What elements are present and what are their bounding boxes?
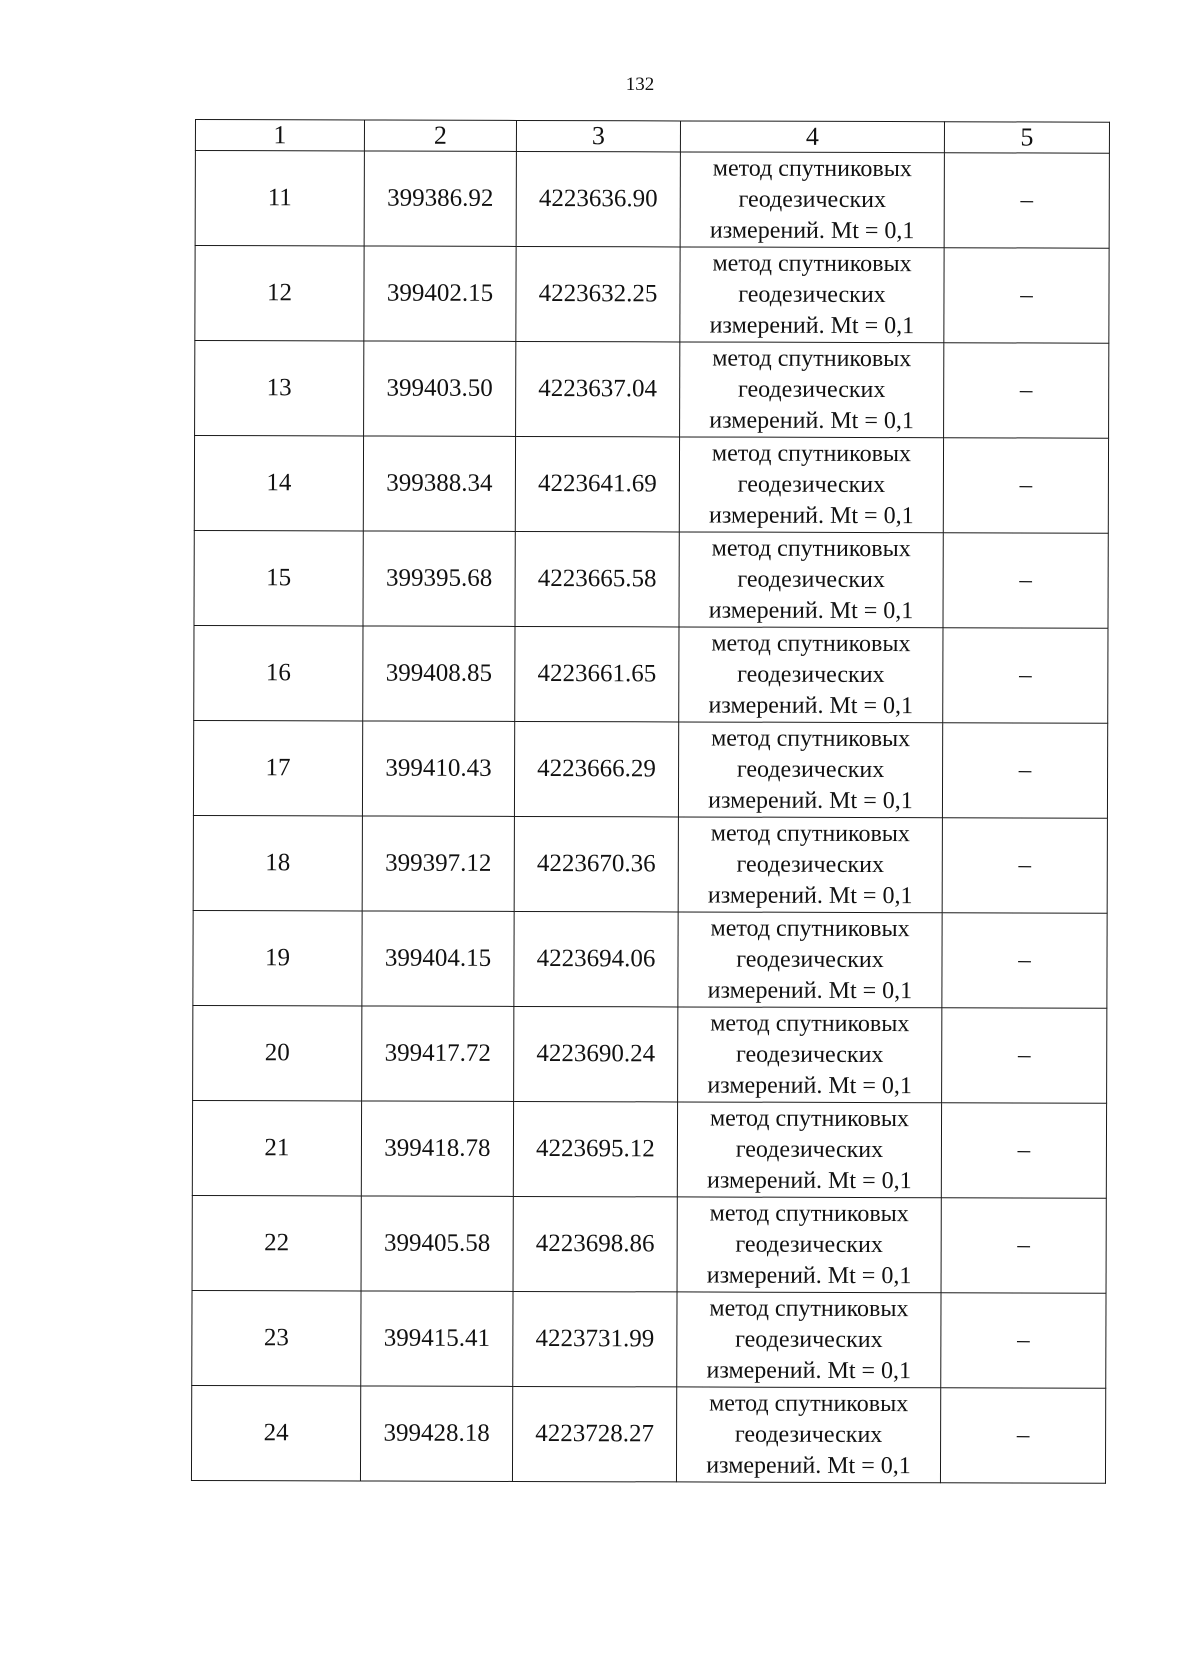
method-line: геодезических xyxy=(735,1231,883,1258)
method-line: метод спутниковых xyxy=(711,630,911,657)
point-number-cell: 17 xyxy=(193,720,362,816)
method-line: геодезических xyxy=(737,661,885,688)
method-line: измерений. Mt = 0,1 xyxy=(707,1167,912,1194)
table-header xyxy=(195,120,1109,154)
method-line: измерений. Mt = 0,1 xyxy=(707,1072,912,1099)
point-number-cell: 19 xyxy=(193,910,362,1006)
method-line: измерений. Mt = 0,1 xyxy=(707,977,913,1004)
method-cell xyxy=(677,1197,941,1293)
coordinate-x-cell: 399415.41 xyxy=(361,1291,513,1386)
note-cell: – xyxy=(943,628,1108,723)
table-row xyxy=(192,1195,1106,1293)
coordinate-y-cell: 4223694.06 xyxy=(514,911,678,1006)
table-row xyxy=(194,436,1108,534)
column-header: 3 xyxy=(516,120,680,151)
method-cell xyxy=(679,437,943,533)
note-cell: – xyxy=(944,153,1109,248)
method-cell xyxy=(678,1007,942,1103)
method-cell xyxy=(679,532,943,628)
method-line: измерений. Mt = 0,1 xyxy=(709,217,915,244)
table-row xyxy=(193,815,1107,913)
coordinate-x-cell: 399410.43 xyxy=(362,721,514,816)
method-line: метод спутниковых xyxy=(712,345,912,372)
method-line: геодезических xyxy=(736,946,884,973)
method-cell xyxy=(679,627,943,723)
note-cell: – xyxy=(944,248,1109,343)
column-header: 5 xyxy=(944,122,1109,153)
coordinates-table xyxy=(191,119,1110,1484)
method-line: метод спутниковых xyxy=(709,1390,909,1417)
coordinate-y-cell: 4223632.25 xyxy=(516,246,680,341)
method-line: метод спутниковых xyxy=(709,1200,909,1227)
method-cell xyxy=(677,1292,941,1388)
method-line: геодезических xyxy=(736,851,885,878)
coordinate-x-cell: 399388.34 xyxy=(363,436,515,531)
method-line: геодезических xyxy=(737,566,885,593)
coordinate-y-cell: 4223636.90 xyxy=(516,151,680,246)
method-cell xyxy=(677,1102,941,1198)
point-number-cell: 18 xyxy=(193,815,362,911)
method-line: измерений. Mt = 0,1 xyxy=(709,502,914,529)
method-line: измерений. Mt = 0,1 xyxy=(708,787,913,814)
coordinate-x-cell: 399405.58 xyxy=(361,1196,513,1291)
method-cell xyxy=(676,1387,940,1483)
point-number-cell: 13 xyxy=(195,341,364,437)
method-line: измерений. Mt = 0,1 xyxy=(709,312,915,339)
header-row xyxy=(195,120,1109,154)
method-line: геодезических xyxy=(735,1326,883,1353)
method-line: геодезических xyxy=(736,756,885,783)
point-number-cell: 11 xyxy=(195,151,364,247)
coordinate-y-cell: 4223670.36 xyxy=(514,816,678,911)
table-row xyxy=(191,1385,1105,1483)
coordinate-y-cell: 4223698.86 xyxy=(513,1196,677,1291)
note-cell: – xyxy=(942,818,1107,913)
page-number: 132 xyxy=(625,74,655,95)
note-cell: – xyxy=(941,1293,1106,1388)
method-cell xyxy=(678,817,942,913)
method-line: измерений. Mt = 0,1 xyxy=(707,882,913,909)
method-line: метод спутниковых xyxy=(709,1295,909,1322)
table-row xyxy=(193,720,1107,818)
method-line: геодезических xyxy=(737,471,886,498)
column-header: 1 xyxy=(195,120,364,152)
method-line: измерений. Mt = 0,1 xyxy=(709,407,914,434)
table-row xyxy=(194,625,1108,723)
coordinate-x-cell: 399428.18 xyxy=(360,1386,512,1481)
method-line: геодезических xyxy=(738,281,886,308)
method-cell xyxy=(680,342,944,438)
point-number-cell: 23 xyxy=(192,1290,361,1386)
point-number-cell: 16 xyxy=(194,625,363,721)
coordinate-y-cell: 4223690.24 xyxy=(514,1006,678,1101)
coordinate-x-cell: 399408.85 xyxy=(363,626,515,721)
coordinate-y-cell: 4223637.04 xyxy=(516,341,680,436)
method-line: геодезических xyxy=(734,1421,883,1448)
point-number-cell: 20 xyxy=(193,1005,362,1101)
table-row xyxy=(195,341,1109,439)
method-line: метод спутниковых xyxy=(710,1010,910,1037)
method-cell xyxy=(678,722,942,818)
method-line: измерений. Mt = 0,1 xyxy=(706,1357,912,1384)
method-cell xyxy=(680,247,944,343)
coordinate-y-cell: 4223666.29 xyxy=(514,721,678,816)
note-cell: – xyxy=(941,1198,1106,1293)
note-cell: – xyxy=(942,1008,1107,1103)
coordinate-y-cell: 4223731.99 xyxy=(513,1291,677,1386)
table-row xyxy=(194,530,1108,628)
coordinate-x-cell: 399397.12 xyxy=(362,816,514,911)
table-row xyxy=(195,246,1109,344)
method-line: геодезических xyxy=(735,1136,884,1163)
coordinate-y-cell: 4223695.12 xyxy=(513,1101,677,1196)
method-line: метод спутниковых xyxy=(711,725,911,752)
table-row xyxy=(193,910,1107,1008)
point-number-cell: 21 xyxy=(192,1100,361,1196)
table-row xyxy=(192,1290,1106,1388)
column-header: 2 xyxy=(364,120,516,151)
column-header: 4 xyxy=(680,121,944,153)
coordinate-x-cell: 399386.92 xyxy=(364,151,516,246)
method-line: геодезических xyxy=(735,1041,884,1068)
table-row xyxy=(193,1005,1107,1103)
note-cell: – xyxy=(942,913,1107,1008)
coordinate-y-cell: 4223728.27 xyxy=(512,1386,676,1481)
note-cell: – xyxy=(943,438,1108,533)
method-line: геодезических xyxy=(737,376,886,403)
note-cell: – xyxy=(941,1103,1106,1198)
note-cell: – xyxy=(943,533,1108,628)
point-number-cell: 15 xyxy=(194,530,363,626)
note-cell: – xyxy=(944,343,1109,438)
note-cell: – xyxy=(942,723,1107,818)
method-line: геодезических xyxy=(738,186,887,213)
coordinate-x-cell: 399418.78 xyxy=(361,1101,513,1196)
coordinate-x-cell: 399395.68 xyxy=(363,531,515,626)
method-line: метод спутниковых xyxy=(710,915,910,942)
coordinate-x-cell: 399402.15 xyxy=(364,246,516,341)
coordinate-y-cell: 4223661.65 xyxy=(515,626,679,721)
note-cell: – xyxy=(940,1388,1105,1483)
table-body xyxy=(191,151,1109,1484)
point-number-cell: 14 xyxy=(194,436,363,532)
method-line: метод спутниковых xyxy=(709,1105,910,1132)
point-number-cell: 12 xyxy=(195,246,364,342)
method-line: измерений. Mt = 0,1 xyxy=(706,1262,912,1289)
coordinate-x-cell: 399417.72 xyxy=(362,1006,514,1101)
table-row xyxy=(195,151,1109,249)
coordinate-y-cell: 4223641.69 xyxy=(515,436,679,531)
coordinate-x-cell: 399404.15 xyxy=(362,911,514,1006)
point-number-cell: 24 xyxy=(191,1385,360,1481)
method-line: измерений. Mt = 0,1 xyxy=(706,1452,911,1479)
method-line: метод спутниковых xyxy=(711,535,911,562)
method-cell xyxy=(680,152,944,248)
method-line: метод спутниковых xyxy=(712,155,912,182)
coordinate-y-cell: 4223665.58 xyxy=(515,531,679,626)
method-line: метод спутниковых xyxy=(712,250,912,277)
method-line: измерений. Mt = 0,1 xyxy=(708,597,914,624)
coordinate-x-cell: 399403.50 xyxy=(364,341,516,436)
method-line: метод спутниковых xyxy=(710,820,910,847)
table-row xyxy=(192,1100,1106,1198)
method-line: метод спутниковых xyxy=(711,440,912,467)
method-line: измерений. Mt = 0,1 xyxy=(708,692,914,719)
method-cell xyxy=(678,912,942,1008)
point-number-cell: 22 xyxy=(192,1195,361,1291)
